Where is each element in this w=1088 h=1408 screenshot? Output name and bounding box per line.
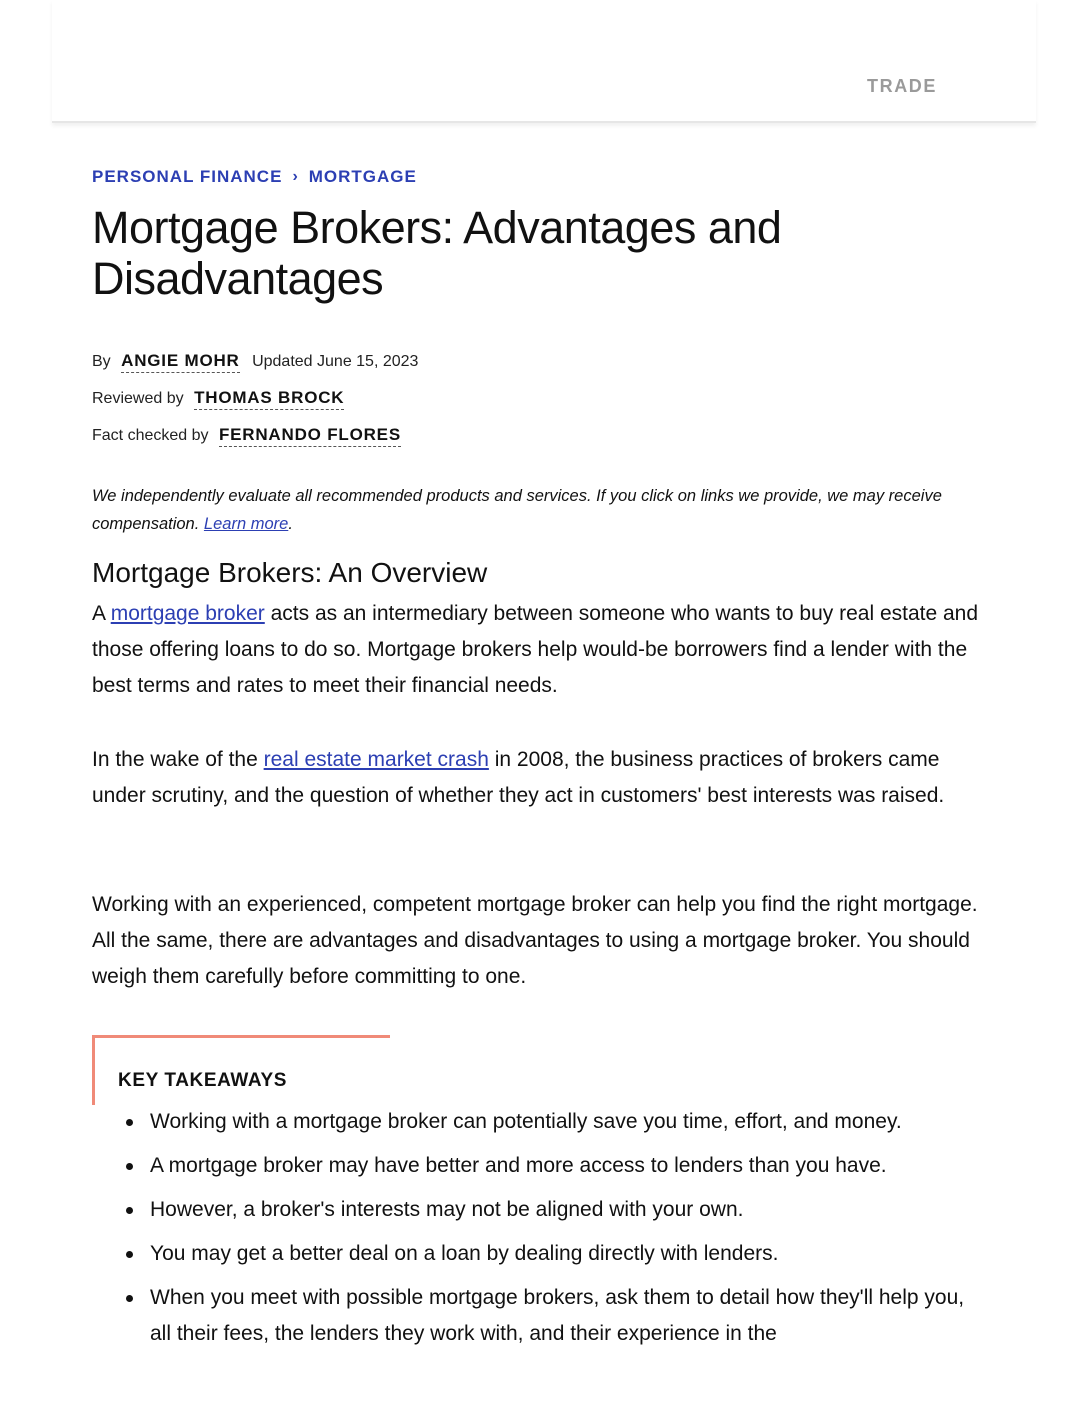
- list-item: However, a broker's interests may not be aligned with your own.: [150, 1192, 980, 1228]
- fact-checked-label: Fact checked by: [92, 427, 209, 444]
- paragraph-3: Working with an experienced, competent mortgage broker can help you find the right mortgage. All the same, there are advantages and disadvantages to using a mortgage broker. You should weigh them carefully before committing to one.: [92, 893, 978, 988]
- updated-date: Updated June 15, 2023: [252, 353, 419, 370]
- p1-pre: A: [92, 602, 105, 625]
- chevron-right-icon: ›: [292, 168, 299, 185]
- trade-link[interactable]: TRADE: [867, 76, 937, 96]
- author-line: [92, 351, 418, 371]
- fact-checker-link[interactable]: FERNANDO FLORES: [219, 425, 401, 447]
- key-takeaways-list: [150, 1104, 980, 1360]
- paragraph-1: [92, 596, 997, 704]
- disclaimer-end: .: [288, 515, 293, 533]
- affiliate-disclaimer: [92, 482, 1007, 538]
- learn-more-link[interactable]: Learn more: [203, 515, 289, 533]
- takeaways-border-top: [92, 1035, 390, 1038]
- list-item: A mortgage broker may have better and more access to lenders than you have.: [150, 1148, 980, 1184]
- section-heading: Mortgage Brokers: An Overview: [92, 557, 488, 588]
- p1-post: acts as an intermediary between someone who wants to buy real estate and those offering loans to do so. Mortgage brokers help would-be borrowers find a lender with the best terms and rates to meet their financial needs.: [92, 602, 979, 697]
- top-nav-bar: [52, 0, 1036, 123]
- key-takeaways-heading: KEY TAKEAWAYS: [118, 1070, 287, 1091]
- reviewer-line: [92, 388, 352, 408]
- list-item: When you meet with possible mortgage brokers, ask them to detail how they'll help you, all their fees, the lenders they work with, and their experience in the: [150, 1280, 980, 1352]
- p2-post: in 2008, the business practices of brokers came under scrutiny, and the question of whether they act in customers' best interests was raised.: [92, 748, 945, 807]
- real-estate-crash-link[interactable]: real estate market crash: [263, 748, 489, 771]
- breadcrumb-personal-finance[interactable]: PERSONAL FINANCE: [92, 167, 283, 186]
- disclaimer-text: We independently evaluate all recommended products and services. If you click on links we provide, we may receive compensation.: [92, 487, 942, 533]
- p2-pre: In the wake of the: [92, 748, 258, 771]
- reviewed-by-label: Reviewed by: [92, 390, 184, 407]
- fact-checker-line: [92, 425, 409, 445]
- paragraph-2: [92, 742, 997, 814]
- page-title: Mortgage Brokers: Advantages and Disadvantages: [92, 202, 782, 304]
- mortgage-broker-link[interactable]: mortgage broker: [110, 602, 265, 625]
- breadcrumb-mortgage[interactable]: MORTGAGE: [308, 167, 417, 186]
- reviewer-link[interactable]: THOMAS BROCK: [194, 388, 344, 410]
- author-link[interactable]: ANGIE MOHR: [121, 351, 240, 373]
- list-item: Working with a mortgage broker can potentially save you time, effort, and money.: [150, 1104, 980, 1140]
- takeaways-border-left: [92, 1035, 95, 1105]
- list-item: You may get a better deal on a loan by dealing directly with lenders.: [150, 1236, 980, 1272]
- breadcrumb: [92, 167, 417, 187]
- by-label: By: [92, 353, 111, 370]
